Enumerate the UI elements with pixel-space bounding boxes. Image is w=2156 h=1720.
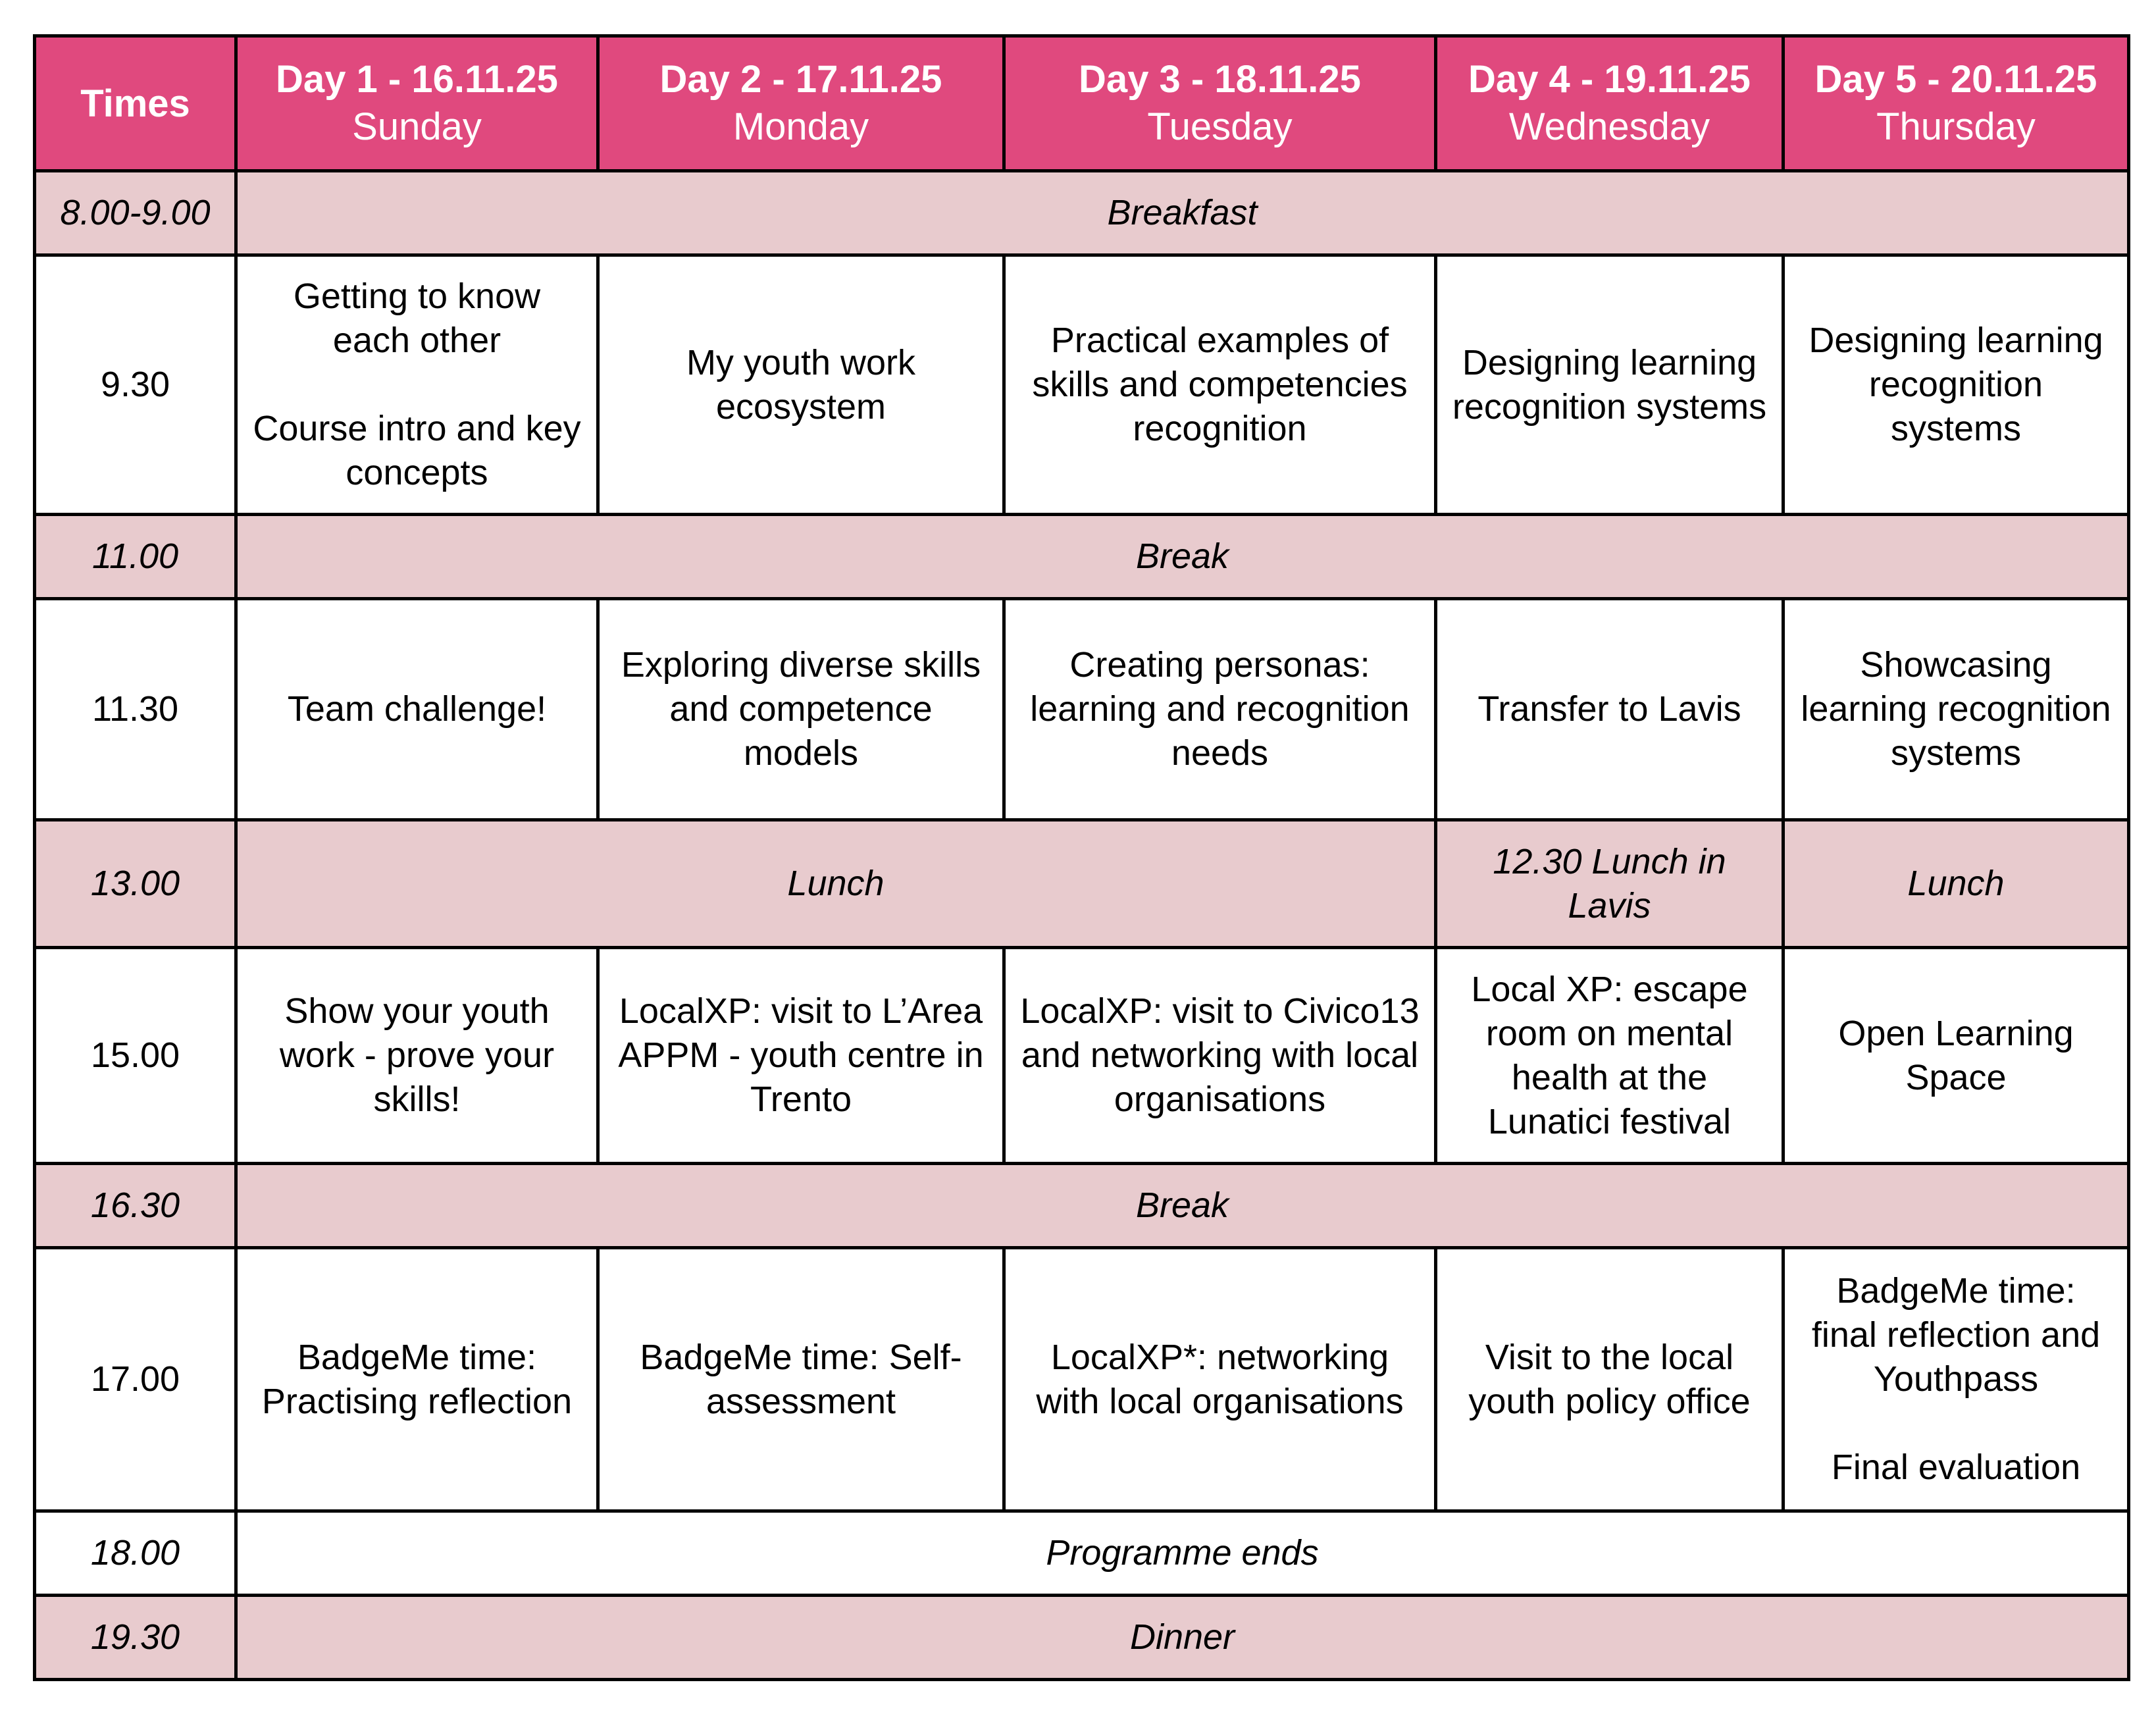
lunch-cell-day-4: 12.30 Lunch in Lavis (1436, 820, 1784, 948)
session-cell-day-1: BadgeMe time: Practising reflection (236, 1248, 598, 1511)
break-row-1630 (35, 1164, 2129, 1248)
day-4-header (1436, 36, 1784, 171)
session-cell-day-5 (1784, 1248, 2129, 1511)
session-cell-day-5: Showcasing learning recognition systems (1784, 599, 2129, 820)
session-cell-day-4: Local XP: escape room on mental health at the Lunatici festival (1436, 948, 1784, 1164)
day-2-header (598, 36, 1004, 171)
session-text: Getting to know each other (293, 276, 541, 360)
programme-ends-cell: Programme ends (236, 1511, 2129, 1596)
session-cell-day-5: Designing learning recognition systems (1784, 255, 2129, 515)
time-cell: 13.00 (35, 820, 236, 948)
dinner-cell: Dinner (236, 1596, 2129, 1680)
session-cell-day-2: BadgeMe time: Self-assessment (598, 1248, 1004, 1511)
time-cell: 11.30 (35, 599, 236, 820)
time-cell: 8.00-9.00 (35, 171, 236, 255)
time-cell: 18.00 (35, 1511, 236, 1596)
day-5-title: Day 5 - 20.11.25 (1814, 58, 2097, 101)
session-cell-day-4: Visit to the local youth policy office (1436, 1248, 1784, 1511)
session-text: Course intro and key concepts (253, 409, 581, 492)
day-2-weekday: Monday (732, 105, 869, 148)
lunch-row (35, 820, 2129, 948)
day-4-weekday: Wednesday (1508, 105, 1710, 148)
day-2-title: Day 2 - 17.11.25 (659, 58, 942, 101)
time-cell: 9.30 (35, 255, 236, 515)
day-3-weekday: Tuesday (1147, 105, 1293, 148)
time-cell: 15.00 (35, 948, 236, 1164)
times-column-header: Times (35, 36, 236, 171)
session-cell-day-3: LocalXP: visit to Civico13 and networking with local organisations (1004, 948, 1436, 1164)
session-cell-day-3: Creating personas: learning and recognition needs (1004, 599, 1436, 820)
lunch-cell-day-5: Lunch (1784, 820, 2129, 948)
session-text: BadgeMe time: final reflection and Youthpass (1811, 1271, 2101, 1399)
session-cell-day-2: LocalXP: visit to L’Area APPM - youth centre in Trento (598, 948, 1004, 1164)
session-cell-day-3: Practical examples of skills and competencies recognition (1004, 255, 1436, 515)
break-row-1100 (35, 515, 2129, 599)
programme-ends-row (35, 1511, 2129, 1596)
session-cell-day-1: Team challenge! (236, 599, 598, 820)
session-row-1130 (35, 599, 2129, 820)
time-cell: 11.00 (35, 515, 236, 599)
session-cell-day-2: Exploring diverse skills and competence models (598, 599, 1004, 820)
dinner-row (35, 1596, 2129, 1680)
time-cell: 17.00 (35, 1248, 236, 1511)
day-3-header (1004, 36, 1436, 171)
session-cell-day-4: Transfer to Lavis (1436, 599, 1784, 820)
day-5-header (1784, 36, 2129, 171)
break-cell: Break (236, 1164, 2129, 1248)
spacer (1799, 1401, 2113, 1446)
day-1-title: Day 1 - 16.11.25 (276, 58, 558, 101)
session-cell-day-1: Show your youth work - prove your skills! (236, 948, 598, 1164)
time-cell: 19.30 (35, 1596, 236, 1680)
session-text: Final evaluation (1831, 1447, 2081, 1487)
breakfast-cell: Breakfast (236, 171, 2129, 255)
lunch-cell: Lunch (236, 820, 1436, 948)
break-cell: Break (236, 515, 2129, 599)
programme-schedule-table (33, 34, 2130, 1681)
session-cell-day-2: My youth work ecosystem (598, 255, 1004, 515)
day-4-title: Day 4 - 19.11.25 (1468, 58, 1751, 101)
day-1-header (236, 36, 598, 171)
session-cell-day-4: Designing learning recognition systems (1436, 255, 1784, 515)
session-cell-day-3: LocalXP*: networking with local organisations (1004, 1248, 1436, 1511)
day-1-weekday: Sunday (352, 105, 482, 148)
day-5-weekday: Thursday (1876, 105, 2036, 148)
session-cell-day-5: Open Learning Space (1784, 948, 2129, 1164)
session-row-0930 (35, 255, 2129, 515)
header-row (35, 36, 2129, 171)
time-cell: 16.30 (35, 1164, 236, 1248)
session-cell-day-1 (236, 255, 598, 515)
spacer (252, 363, 582, 407)
day-3-title: Day 3 - 18.11.25 (1079, 58, 1361, 101)
session-row-1700 (35, 1248, 2129, 1511)
breakfast-row (35, 171, 2129, 255)
session-row-1500 (35, 948, 2129, 1164)
